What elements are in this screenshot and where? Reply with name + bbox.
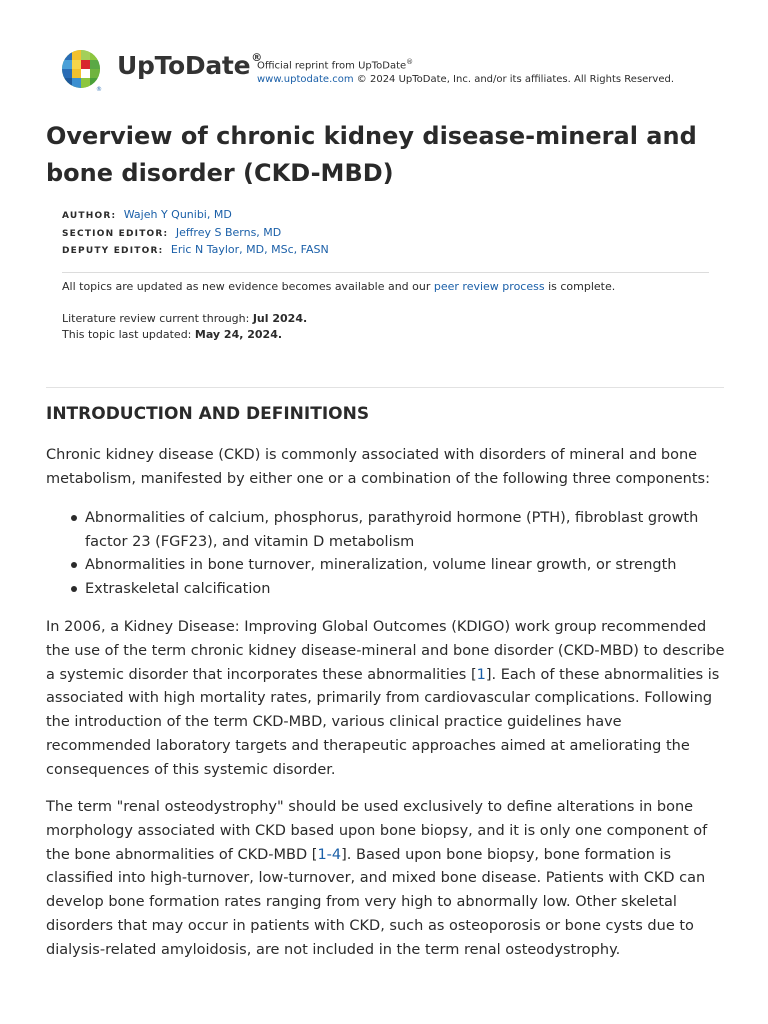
list-item: Extraskeletal calcification bbox=[46, 578, 726, 602]
list-item: Abnormalities in bone turnover, mineralization, volume linear growth, or strength bbox=[46, 554, 726, 578]
paragraph-renal-osteodystrophy: The term "renal osteodystrophy" should be used exclusively to define alterations in bone morphology associated with CKD based upon bone biopsy, and it is only one component of the bone abnormalities of CKD-MBD [1-4]. Based upon bone biopsy, bone formation is classified into high-turnover, low-turnover, and mixed bone disease. Patients with CKD can develop bone formation rates ranging from very high to abnormally low. Other skeletal disorders that may occur in patients with CKD, such as osteoporosis or bone cysts due to dialysis-related amyloidosis, are not included in the term renal osteodystrophy. bbox=[46, 799, 708, 958]
deputy-editor-link[interactable]: Eric N Taylor, MD, MSc, FASN bbox=[170, 243, 329, 256]
reference-link[interactable]: 1 bbox=[476, 666, 486, 683]
review-dates bbox=[62, 311, 307, 343]
divider bbox=[62, 272, 709, 273]
credit-role: DEPUTY EDITOR: bbox=[62, 246, 164, 256]
credit-role: SECTION EDITOR: bbox=[62, 228, 169, 239]
list-item: Abnormalities of calcium, phosphorus, parathyroid hormone (PTH), fibroblast growth factor 23 (FGF23), and vitamin D metabolism bbox=[46, 507, 726, 554]
credit-author bbox=[62, 207, 329, 225]
section-heading: INTRODUCTION AND DEFINITIONS bbox=[46, 404, 370, 424]
article-title: Overview of chronic kidney disease-mineral and bone disorder (CKD-MBD) bbox=[46, 122, 697, 187]
credit-deputy-editor bbox=[62, 242, 329, 260]
credits-block bbox=[62, 207, 329, 260]
paragraph-kdigo: In 2006, a Kidney Disease: Improving Global Outcomes (KDIGO) work group recommended the use of the term chronic kidney disease-mineral and bone disorder (CKD-MBD) to describe a systemic disorder that incorporates these abnormalities [1]. Each of these abnormalities is associated with high mortality rates, primarily from cardiovascular complications. Following the introduction of the term CKD-MBD, various clinical practice guidelines have recommended laboratory targets and therapeutic approaches aimed at ameliorating the consequences of this systemic disorder. bbox=[46, 619, 725, 778]
reprint-notice: Official reprint from UpToDate® www.uptodate.com © 2024 UpToDate, Inc. and/or its affiliates. All Rights Reserved. bbox=[257, 58, 675, 86]
peer-review-link[interactable]: peer review process bbox=[433, 280, 545, 293]
author-link[interactable]: Wajeh Y Qunibi, MD bbox=[123, 208, 232, 221]
reference-link[interactable]: 1-4 bbox=[317, 846, 342, 863]
uptodate-logo-icon bbox=[60, 48, 106, 92]
svg-text:®: ® bbox=[96, 86, 102, 92]
component-list bbox=[46, 507, 726, 601]
credit-role: AUTHOR: bbox=[62, 211, 117, 221]
divider bbox=[46, 387, 724, 388]
last-updated-date: This topic last updated: May 24, 2024. bbox=[62, 328, 283, 341]
credit-section-editor bbox=[62, 225, 329, 243]
paragraph-intro: Chronic kidney disease (CKD) is commonly associated with disorders of mineral and bone metabolism, manifested by either one or a combination of the following three components: bbox=[46, 447, 710, 487]
section-editor-link[interactable]: Jeffrey S Berns, MD bbox=[175, 225, 282, 239]
update-note: All topics are updated as new evidence becomes available and our peer review process is complete. bbox=[62, 280, 616, 293]
uptodate-site-link[interactable]: www.uptodate.com bbox=[257, 74, 354, 86]
page-header bbox=[60, 48, 720, 92]
literature-review-date: Literature review current through: Jul 2024. bbox=[62, 312, 308, 325]
brand-name: UpToDate® bbox=[117, 50, 262, 80]
